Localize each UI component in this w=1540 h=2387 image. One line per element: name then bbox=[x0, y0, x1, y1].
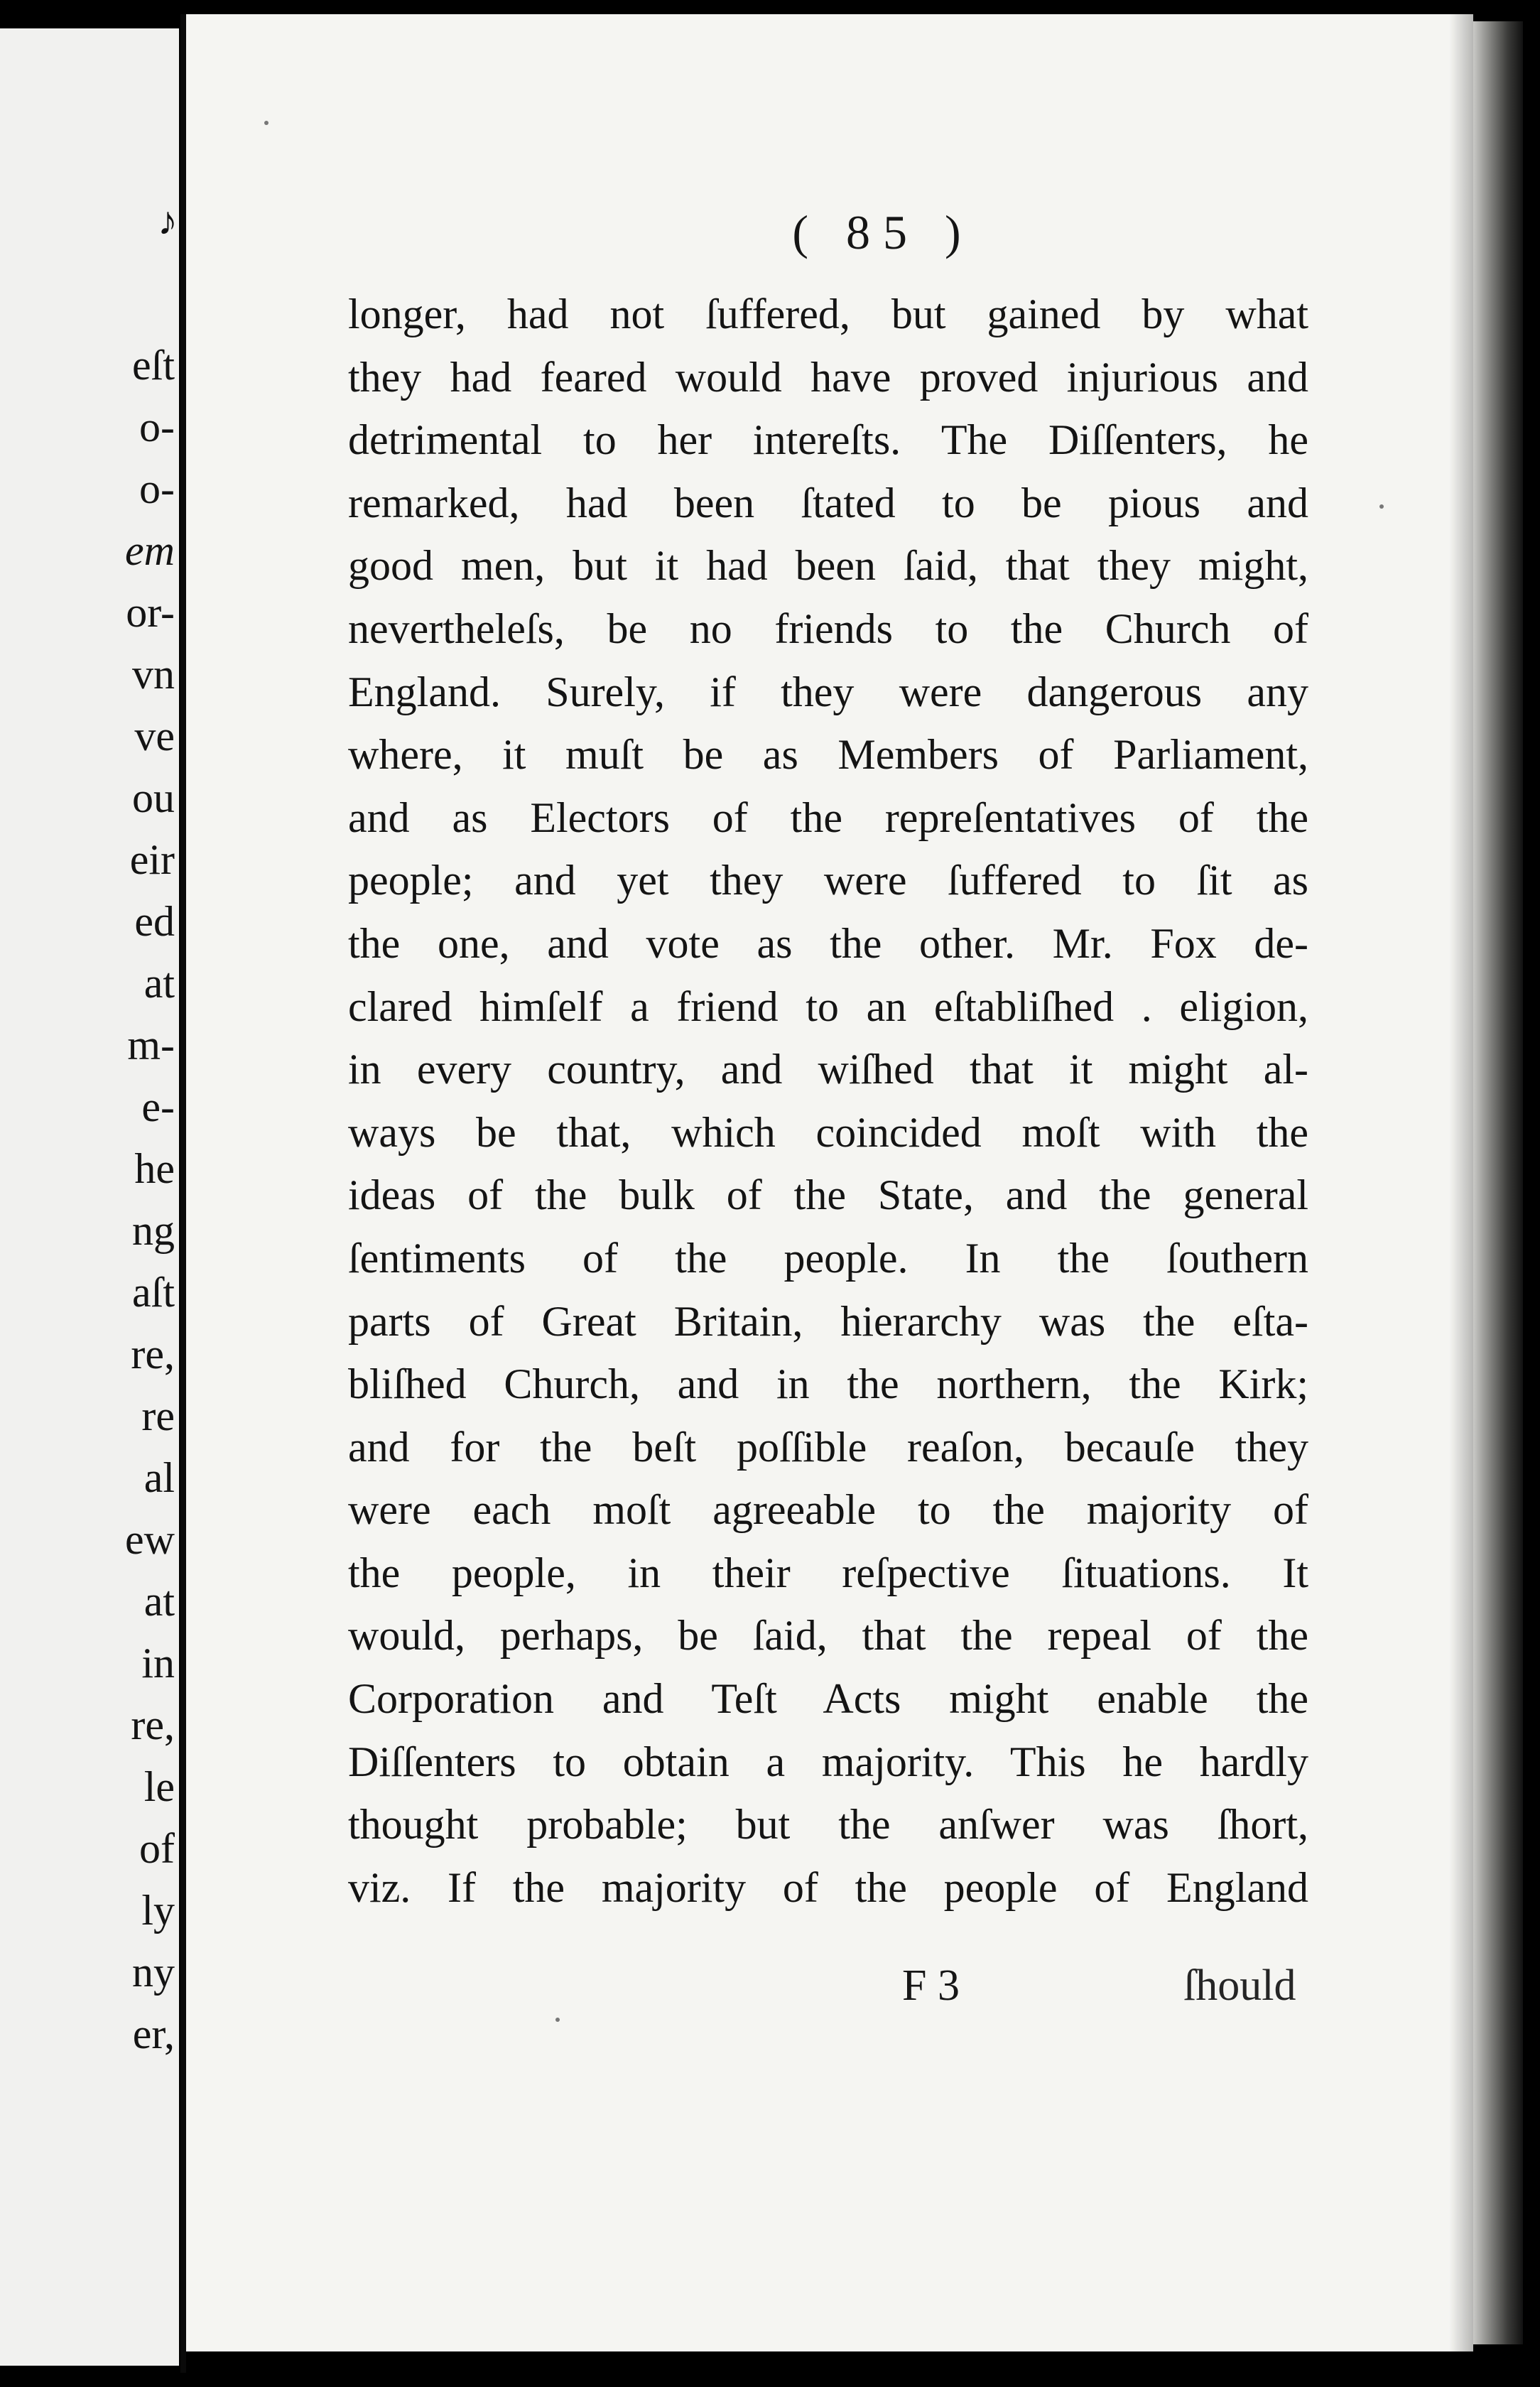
facing-line-fragment: in bbox=[141, 1640, 175, 1687]
text-line: where, it muſt be as Members of Parliament, bbox=[348, 731, 1308, 779]
facing-line-fragment: re, bbox=[131, 1331, 175, 1377]
text-line: and as Electors of the repreſentatives of the bbox=[348, 794, 1308, 841]
facing-line-fragment: at bbox=[143, 1578, 175, 1625]
facing-line-fragment: at bbox=[143, 960, 175, 1007]
text-line: clared himſelf a friend to an eſtabliſhed . eligion, bbox=[348, 983, 1308, 1030]
text-line: longer, had not ſuffered, but gained by what bbox=[348, 291, 1308, 337]
text-line: nevertheleſs, be no friends to the Church of bbox=[348, 605, 1308, 652]
facing-line-fragment: eſt bbox=[132, 342, 175, 389]
facing-line-fragment: ou bbox=[132, 774, 175, 821]
page-shadow bbox=[1449, 14, 1473, 2351]
facing-line-fragment: re, bbox=[131, 1701, 175, 1748]
facing-line-fragment: al bbox=[143, 1454, 175, 1501]
text-line: were each moſt agreeable to the majority of bbox=[348, 1486, 1308, 1534]
text-line: ſentiments of the people. In the ſouthern bbox=[348, 1234, 1308, 1282]
text-line: they had feared would have proved injurious and bbox=[348, 353, 1308, 401]
catchword: ſhould bbox=[1183, 1961, 1296, 2010]
facing-line-fragment: em bbox=[125, 527, 175, 574]
signature-mark: F 3 bbox=[902, 1961, 960, 2010]
text-line: Diſſenters to obtain a majority. This he hardly bbox=[348, 1738, 1308, 1785]
facing-line-fragment: of bbox=[139, 1825, 175, 1872]
paper-speck bbox=[264, 121, 269, 125]
facing-line-fragment: ly bbox=[141, 1887, 175, 1934]
text-line: ways be that, which coincided moſt with the bbox=[348, 1108, 1308, 1156]
facing-line-fragment: o- bbox=[139, 404, 175, 450]
text-line: the one, and vote as the other. Mr. Fox de- bbox=[348, 919, 1308, 967]
paper-speck bbox=[1379, 504, 1384, 509]
facing-line-fragment: he bbox=[134, 1145, 175, 1192]
facing-line-fragment: ew bbox=[125, 1516, 175, 1563]
text-line: would, perhaps, be ſaid, that the repeal of the bbox=[348, 1612, 1308, 1660]
text-line: England. Surely, if they were dangerous any bbox=[348, 668, 1308, 715]
text-line: good men, but it had been ſaid, that they might, bbox=[348, 542, 1308, 590]
book-page-edges bbox=[1473, 21, 1523, 2344]
text-line: parts of Great Britain, hierarchy was the eſta- bbox=[348, 1297, 1308, 1345]
text-line: the people, in their reſpective ſituations. It bbox=[348, 1549, 1308, 1596]
facing-line-fragment: ny bbox=[132, 1949, 175, 1996]
facing-line-fragment: er, bbox=[132, 2010, 175, 2057]
text-line: people; and yet they were ſuffered to ſit as bbox=[348, 857, 1308, 904]
facing-line-fragment: ve bbox=[134, 713, 175, 759]
facing-line-fragment: aſt bbox=[132, 1269, 175, 1316]
facing-line-fragment: m- bbox=[127, 1022, 175, 1068]
facing-line-fragment: ng bbox=[132, 1207, 175, 1254]
text-line: Corporation and Teſt Acts might enable the bbox=[348, 1675, 1308, 1723]
printer-ornament-icon: ♪ bbox=[158, 200, 178, 244]
text-line: ideas of the bulk of the State, and the general bbox=[348, 1171, 1308, 1219]
text-line: remarked, had been ſtated to be pious and bbox=[348, 479, 1308, 526]
book-gutter bbox=[180, 14, 186, 2373]
text-line: and for the beſt poſſible reaſon, becauſe they bbox=[348, 1423, 1308, 1471]
text-line: viz. If the majority of the people of England bbox=[348, 1863, 1308, 1911]
text-line: thought probable; but the anſwer was ſhort, bbox=[348, 1801, 1308, 1849]
facing-line-fragment: ed bbox=[134, 898, 175, 945]
facing-line-fragment: eir bbox=[129, 836, 175, 883]
facing-line-fragment: o- bbox=[139, 465, 175, 512]
facing-line-fragment: e- bbox=[141, 1083, 175, 1130]
text-line: in every country, and wiſhed that it might al- bbox=[348, 1046, 1308, 1093]
page-body-text bbox=[348, 283, 1308, 1919]
facing-line-fragment: or- bbox=[126, 589, 175, 636]
text-line: bliſhed Church, and in the northern, the Kirk; bbox=[348, 1360, 1308, 1408]
book-page bbox=[186, 14, 1473, 2351]
facing-line-fragment: vn bbox=[132, 651, 175, 698]
facing-line-fragment: le bbox=[143, 1763, 175, 1810]
page-number: ( 85 ) bbox=[792, 205, 974, 259]
facing-page bbox=[0, 28, 179, 2366]
text-line: detrimental to her intereſts. The Diſſenters, he bbox=[348, 416, 1308, 464]
paper-speck bbox=[555, 2018, 560, 2022]
facing-line-fragment: re bbox=[141, 1392, 175, 1439]
